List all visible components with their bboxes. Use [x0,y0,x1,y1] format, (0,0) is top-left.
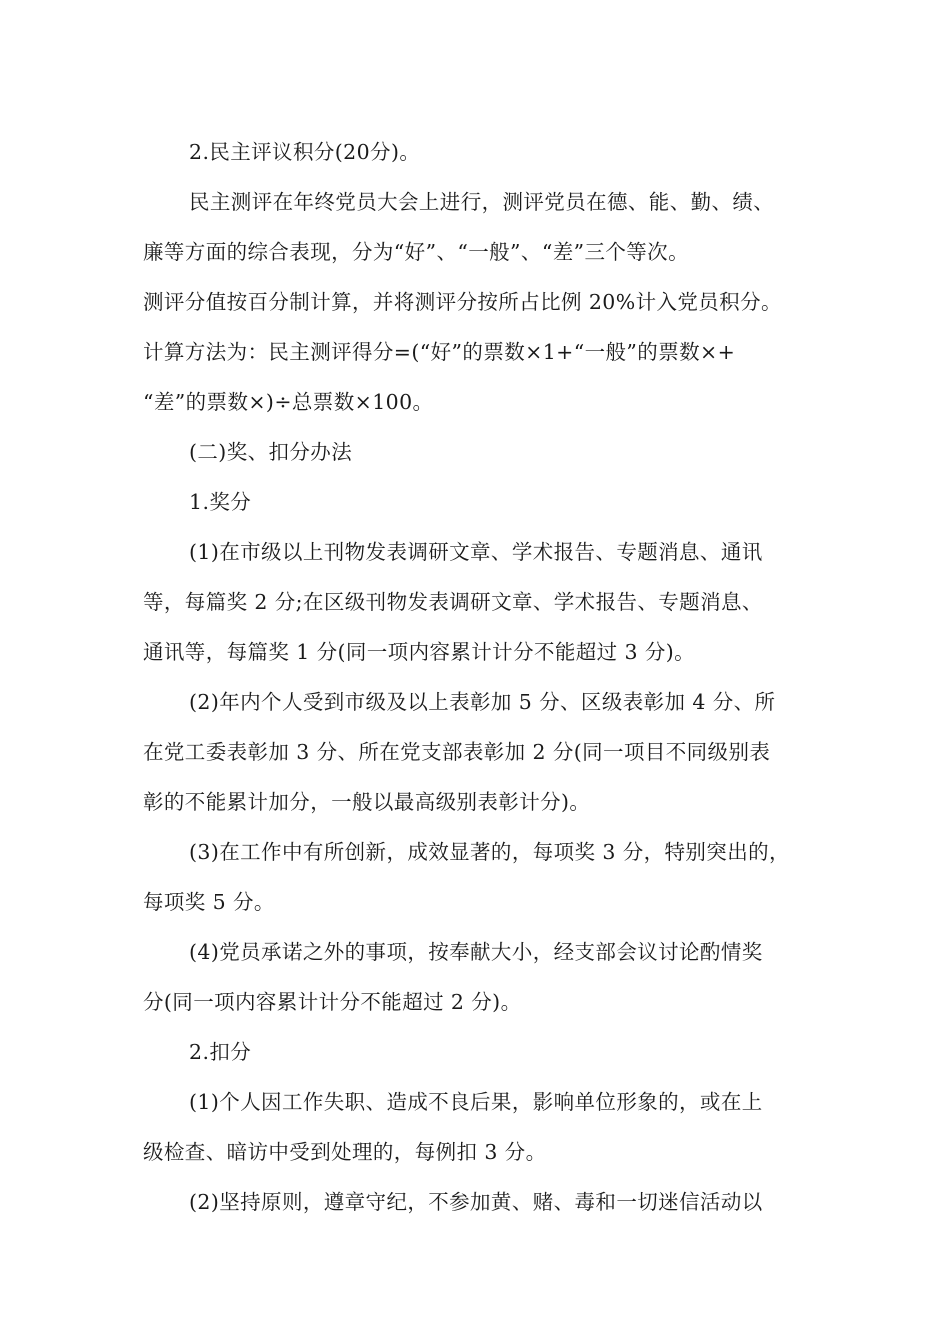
paragraph-line: (3)在工作中有所创新，成效显著的，每项奖 3 分，特别突出的， [189,840,790,864]
paragraph-line: (2)年内个人受到市级及以上表彰加 5 分、区级表彰加 4 分、所 [189,690,776,714]
section-heading-reward-deduction: (二)奖、扣分办法 [189,440,353,464]
paragraph-line: 测评分值按百分制计算，并将测评分按所占比例 20%计入党员积分。 [143,290,782,314]
paragraph-line: 级检查、暗访中受到处理的，每例扣 3 分。 [143,1140,547,1164]
paragraph-line: 分(同一项内容累计计分不能超过 2 分)。 [143,990,522,1014]
paragraph-line: (1)个人因工作失职、造成不良后果，影响单位形象的，或在上 [189,1090,763,1114]
paragraph-line: 廉等方面的综合表现，分为“好”、“一般”、“差”三个等次。 [143,240,689,264]
paragraph-line: (4)党员承诺之外的事项，按奉献大小，经支部会议讨论酌情奖 [189,940,763,964]
paragraph-line: 通讯等，每篇奖 1 分(同一项内容累计计分不能超过 3 分)。 [143,640,696,664]
subsection-heading-rewards: 1.奖分 [189,490,252,514]
paragraph-line: 在党工委表彰加 3 分、所在党支部表彰加 2 分(同一项目不同级别表 [143,740,771,764]
paragraph-line: 计算方法为：民主测评得分=(“好”的票数×1+“一般”的票数×+ [143,340,736,364]
paragraph-line: (2)坚持原则，遵章守纪，不参加黄、赌、毒和一切迷信活动以 [189,1190,763,1214]
paragraph-line: 彰的不能累计加分，一般以最高级别表彰计分)。 [143,790,591,814]
paragraph-line: 每项奖 5 分。 [143,890,275,914]
paragraph-line: 等，每篇奖 2 分;在区级刊物发表调研文章、学术报告、专题消息、 [143,590,763,614]
subsection-heading-democratic-review: 2.民主评议积分(20分)。 [189,140,421,164]
paragraph-line: “差”的票数×)÷总票数×100。 [143,390,434,414]
paragraph-line: 民主测评在年终党员大会上进行，测评党员在德、能、勤、绩、 [189,190,775,214]
subsection-heading-deductions: 2.扣分 [189,1040,252,1064]
paragraph-line: (1)在市级以上刊物发表调研文章、学术报告、专题消息、通讯 [189,540,763,564]
